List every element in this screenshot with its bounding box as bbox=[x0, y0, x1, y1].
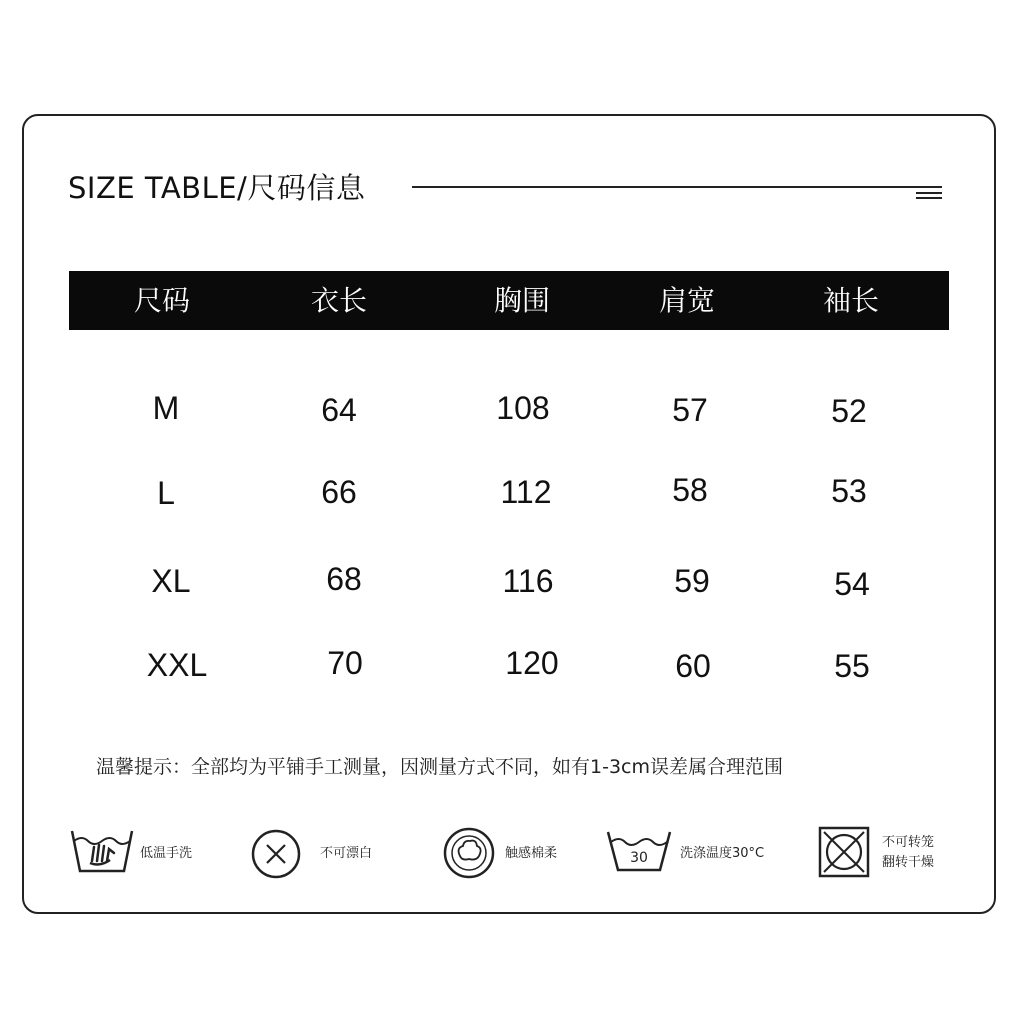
double-line-mark bbox=[916, 192, 942, 202]
no-tumble-dry-icon bbox=[818, 826, 870, 878]
table-cell: 116 bbox=[502, 563, 554, 599]
header-shoulder: 肩宽 bbox=[658, 284, 715, 317]
table-cell: 112 bbox=[500, 474, 552, 510]
care-label-cotton: 触感棉柔 bbox=[505, 846, 558, 861]
table-cell: 120 bbox=[505, 645, 559, 681]
table-cell: L bbox=[157, 475, 175, 511]
table-cell: M bbox=[152, 390, 180, 426]
cotton-icon bbox=[442, 826, 496, 880]
table-cell: 64 bbox=[321, 392, 357, 428]
table-cell: 108 bbox=[496, 390, 550, 426]
header-size: 尺码 bbox=[133, 284, 190, 317]
table-cell: XL bbox=[151, 563, 191, 599]
no-bleach-icon bbox=[250, 828, 302, 880]
table-cell: 54 bbox=[834, 566, 870, 602]
table-cell: 57 bbox=[672, 392, 708, 428]
care-label-hand-wash: 低温手洗 bbox=[140, 846, 193, 861]
wash-temperature-number: 30 bbox=[630, 850, 648, 866]
table-cell: 59 bbox=[674, 563, 710, 599]
size-table-card bbox=[22, 114, 996, 914]
wash-temperature-icon bbox=[606, 828, 672, 874]
header-length: 衣长 bbox=[310, 284, 367, 317]
table-cell: 60 bbox=[675, 648, 711, 684]
care-label-no-tumble-line1: 不可转笼 bbox=[882, 835, 935, 850]
table-cell: 53 bbox=[831, 473, 867, 509]
table-cell: 66 bbox=[321, 474, 357, 510]
table-cell: 70 bbox=[327, 645, 363, 681]
table-cell: XXL bbox=[146, 647, 208, 683]
table-cell: 68 bbox=[326, 561, 362, 597]
care-label-no-bleach: 不可漂白 bbox=[320, 846, 373, 861]
table-cell: 52 bbox=[831, 393, 867, 429]
care-label-no-tumble-line2: 翻转干燥 bbox=[882, 855, 935, 870]
measurement-note: 温馨提示：全部均为平铺手工测量，因测量方式不同，如有1-3cm误差属合理范围 bbox=[96, 756, 783, 778]
table-cell: 58 bbox=[672, 472, 708, 508]
title-divider bbox=[412, 186, 942, 188]
care-label-wash-temperature: 洗涤温度30°C bbox=[680, 846, 765, 861]
size-table-title: SIZE TABLE/尺码信息 bbox=[68, 171, 366, 205]
header-sleeve: 袖长 bbox=[822, 284, 879, 317]
table-header bbox=[69, 271, 949, 330]
hand-wash-icon bbox=[70, 827, 134, 875]
table-cell: 55 bbox=[834, 648, 870, 684]
header-chest: 胸围 bbox=[493, 284, 550, 317]
